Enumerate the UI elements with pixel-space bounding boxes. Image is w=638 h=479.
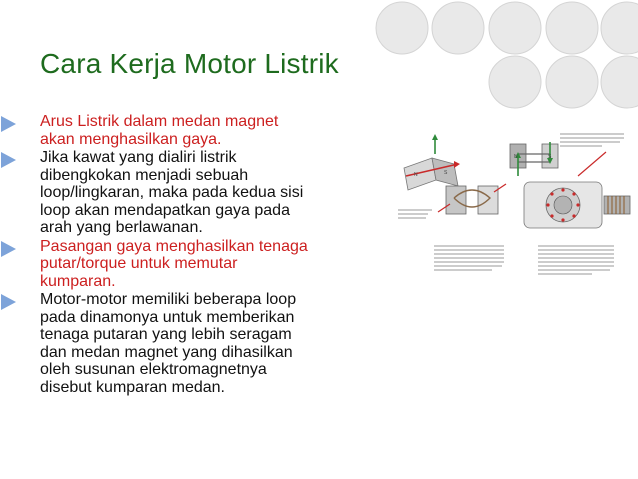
bullet-line: tenaga putaran yang lebih seragam	[40, 326, 292, 343]
bullet-arrow-icon	[1, 152, 16, 168]
magnet-letter: S	[548, 154, 552, 160]
bullet-item	[0, 113, 390, 148]
magnet-field-panel	[404, 134, 460, 190]
bullet-line: Jika kawat yang dialiri listrik	[40, 149, 237, 166]
bullet-line: dibengkokan menjadi sebuah	[40, 166, 249, 184]
bullet-line: loop akan mendapatkan gaya pada	[40, 201, 290, 219]
armature-panel	[524, 152, 630, 228]
loop-force-panel	[438, 184, 506, 214]
motor-diagram-illustration	[392, 124, 636, 314]
bullet-line: akan menghasilkan gaya.	[40, 130, 222, 148]
bullet-item	[0, 238, 390, 291]
bullet-item	[0, 149, 390, 237]
bullet-line: arah yang berlawanan.	[40, 219, 203, 236]
bullet-line: kumparan.	[40, 272, 116, 290]
bullet-arrow-icon	[1, 294, 16, 310]
bullet-line: oleh susunan elektromagnetnya	[40, 361, 267, 378]
magnet-letter: S	[444, 170, 448, 176]
magnet-letter: N	[514, 154, 518, 160]
bullet-line: Motor-motor memiliki beberapa loop	[40, 291, 297, 308]
slide-title: Cara Kerja Motor Listrik	[40, 48, 339, 79]
bullet-line: loop/lingkaran, maka pada kedua sisi	[40, 184, 304, 201]
bullet-line: disebut kumparan medan.	[40, 378, 225, 396]
bullet-list	[0, 113, 390, 397]
bullet-line: putar/torque untuk memutar	[40, 255, 238, 272]
bullet-line: Pasangan gaya menghasilkan tenaga	[40, 237, 308, 255]
bullet-arrow-icon	[1, 116, 16, 132]
magnet-loop-panel	[510, 142, 558, 176]
magnet-letter: N	[414, 172, 418, 178]
bullet-line: pada dinamonya untuk memberikan	[40, 308, 295, 326]
bullet-item	[0, 291, 390, 396]
bullet-line: Arus Listrik dalam medan magnet	[40, 113, 279, 130]
bullet-arrow-icon	[1, 241, 16, 257]
bullet-line: dan medan magnet yang dihasilkan	[40, 343, 293, 361]
